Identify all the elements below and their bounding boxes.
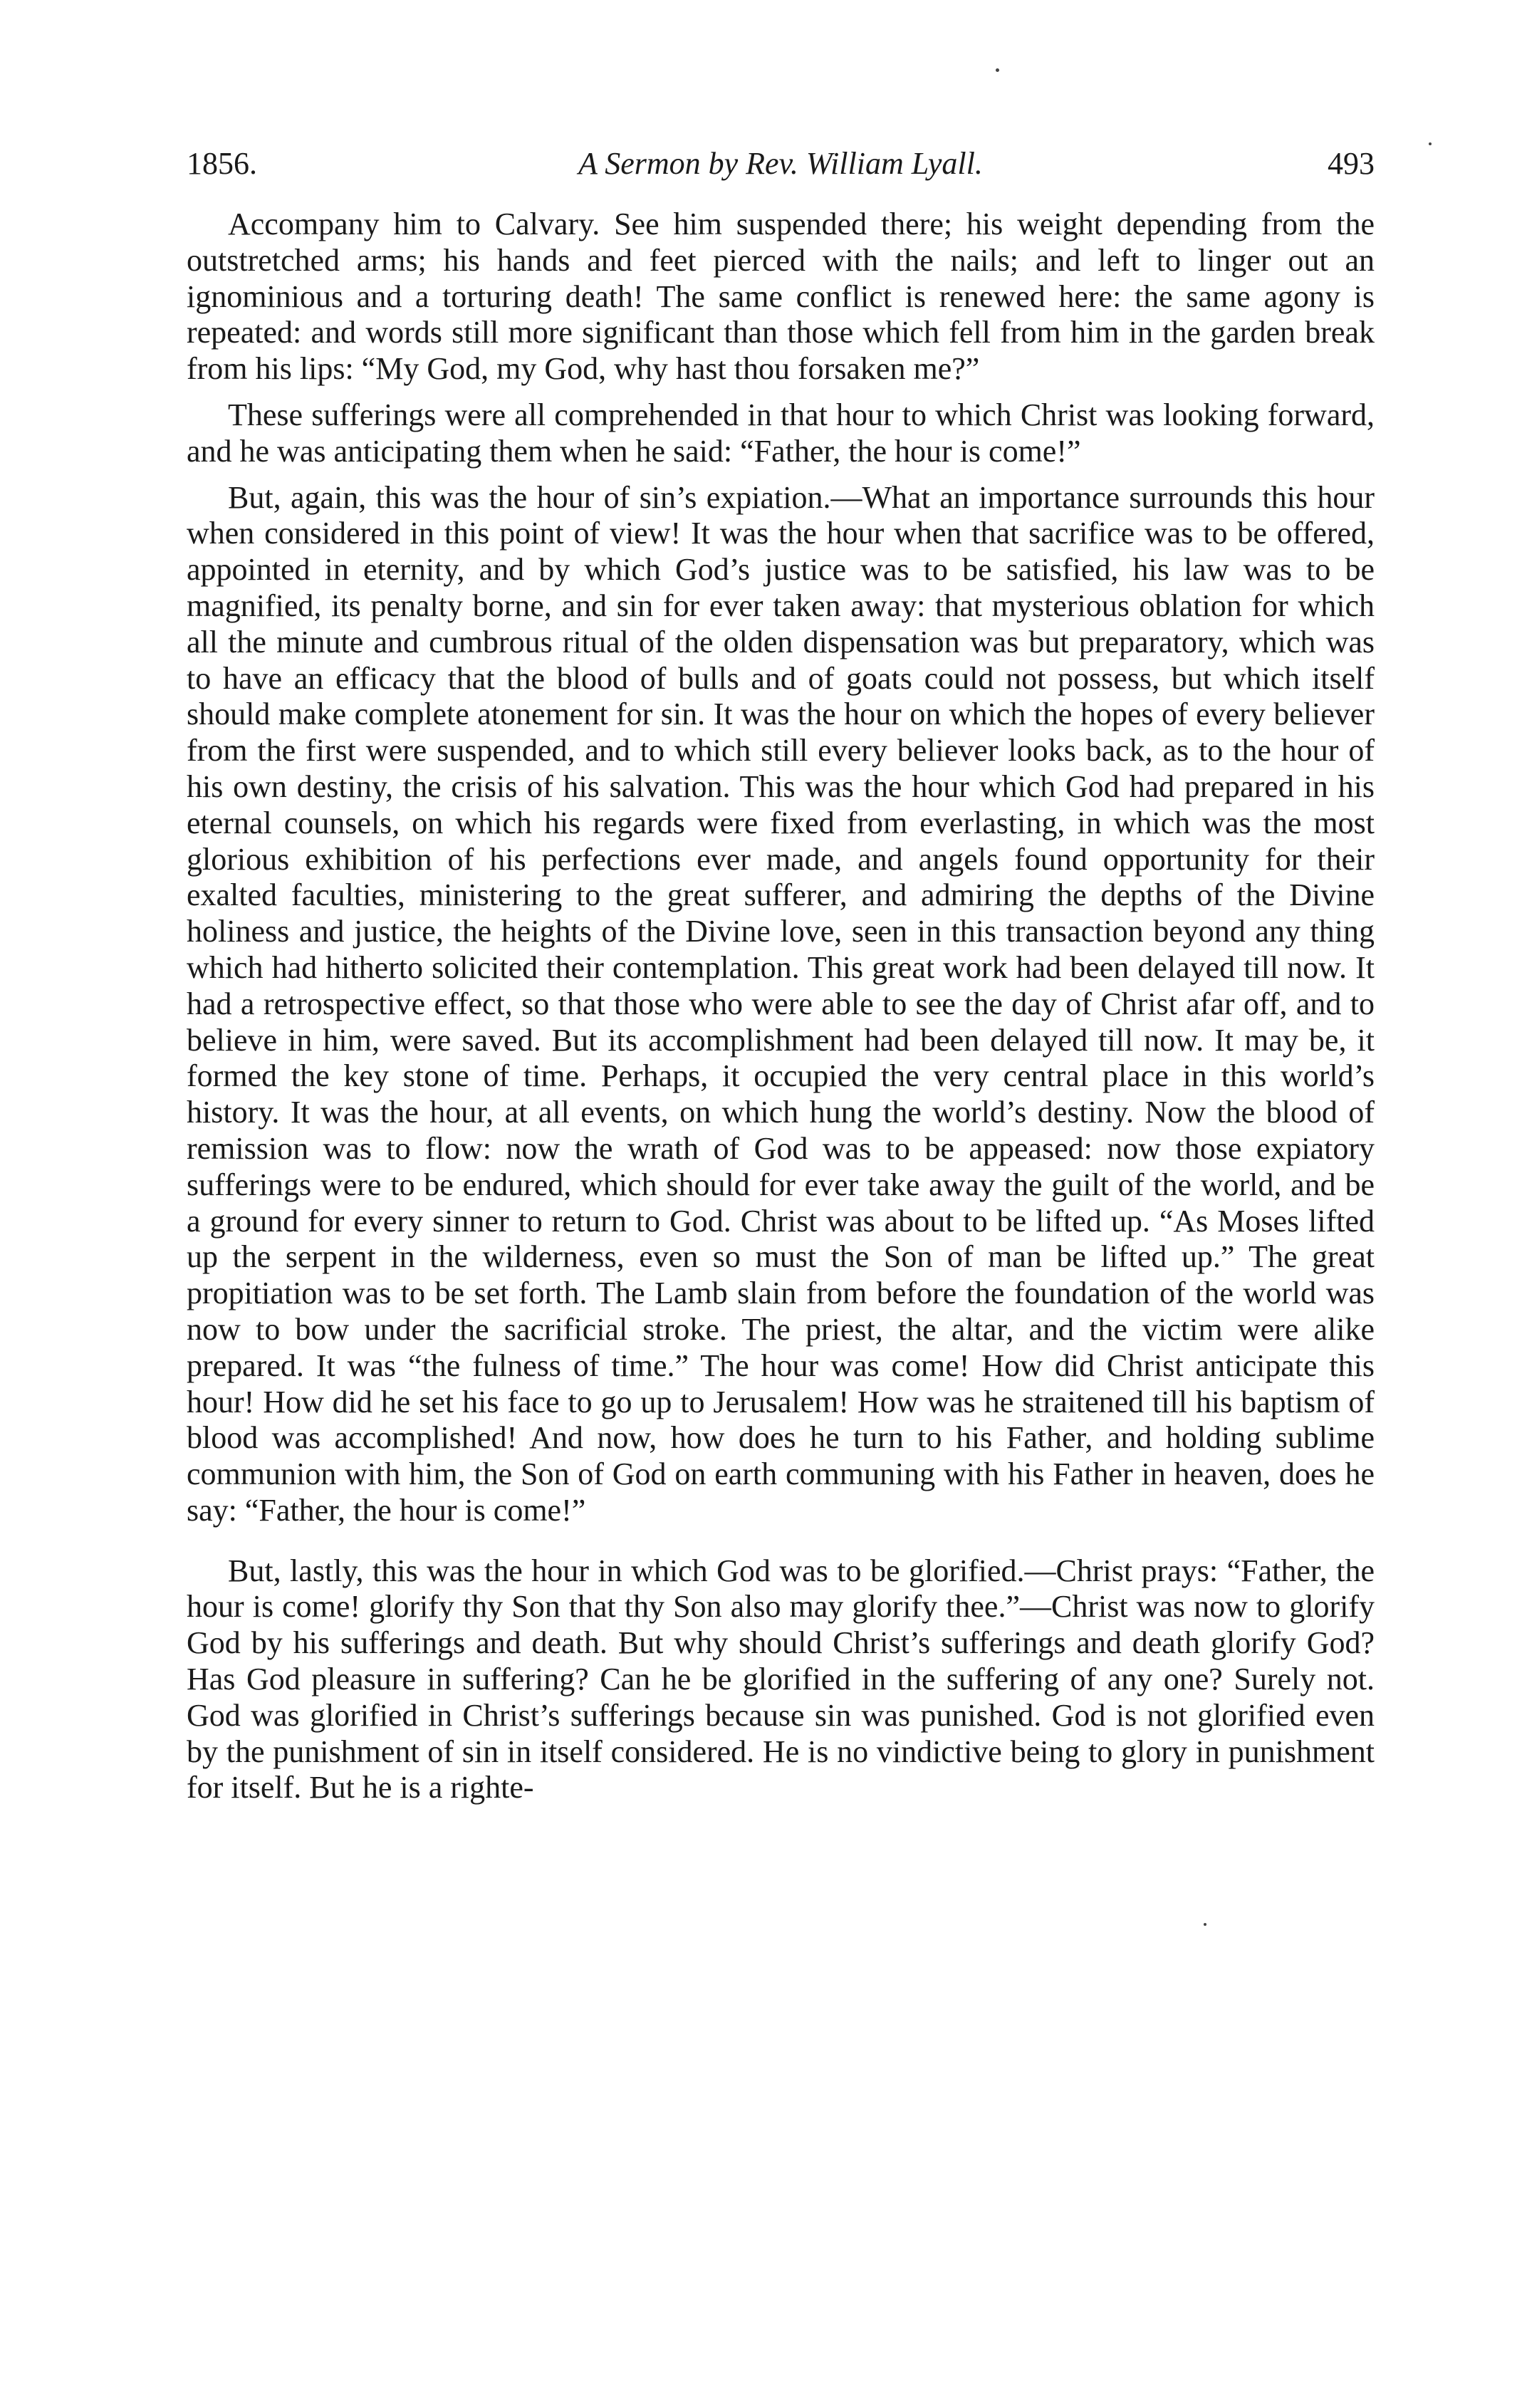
page-number: 493 (1328, 146, 1375, 181)
paragraph-sufferings: These sufferings were all comprehended in that hour to which Christ was looking forward, and he was anticipating them when he said: “Father, the hour is come!” (187, 397, 1375, 469)
paragraph-calvary: Accompany him to Calvary. See him suspended there; his weight depending from the outstretched arms; his hands and feet pierced with the nails; and left to linger out an ignominious and a torturing death! The same conflict is renewed here: the same agony is repeated: and words still more significant than those which fell from him in the garden break from his lips: “My God, my God, why hast thou forsaken me?” (187, 207, 1375, 387)
ink-speck (996, 68, 999, 72)
paragraph-expiation: But, again, this was the hour of sin’s expiation.—What an importance surrounds this hour when considered in this point of view! It was the hour when that sacrifice was to be offered, appointed in eternity, and by which God’s justice was to be satisfied, his law was to be magnified, its penalty borne, and sin for ever taken away: that mysterious oblation for which all the minute and cumbrous ritual of the olden dispensation was but preparatory, which was to have an efficacy that the blood of bulls and of goats could not possess, but which itself should make complete atonement for sin. It was the hour on which the hopes of every believer from the first were suspended, and to which still every believer looks back, as to the hour of his own destiny, the crisis of his salvation. This was the hour which God had prepared in his eternal counsels, on which his regards were fixed from everlasting, in which was the most glorious exhibition of his perfections ever made, and angels found opportunity for their exalted faculties, ministering to the great sufferer, and admiring the depths of the Divine holiness and justice, the heights of the Divine love, seen in this transaction beyond any thing which had hitherto solicited their contemplation. This great work had been delayed till now. It had a retrospective effect, so that those who were able to see the day of Christ afar off, and to believe in him, were saved. But its accomplishment had been delayed till now. It may be, it formed the key stone of time. Perhaps, it occupied the very central place in this world’s history. It was the hour, at all events, on which hung the world’s destiny. Now the blood of remission was to flow: now the wrath of God was to be appeased: now those expiatory sufferings were to be endured, which should for ever take away the guilt of the world, and be a ground for every sinner to return to God. Christ was about to be lifted up. “As Moses lifted up the serpent in the wilderness, even so must the Son of man be lifted up.” The great propitiation was to be set forth. The Lamb slain from before the foundation of the world was now to bow under the sacrificial stroke. The priest, the altar, and the victim were alike prepared. It was “the fulness of time.” The hour was come! How did Christ anticipate this hour! How did he set his face to go up to Jerusalem! How was he straitened till his baptism of blood was accomplished! And now, how does he turn to his Father, and holding sublime communion with him, the Son of God on earth communing with his Father in heaven, does he say: “Father, the hour is come!” (187, 479, 1375, 1528)
sermon-body (187, 207, 1375, 1806)
paragraph-god-glorified: But, lastly, this was the hour in which God was to be glorified.—Christ prays: “Father, the hour is come! glorify thy Son that thy Son also may glorify thee.”—Christ was now to glorify God by his sufferings and death. But why should Christ’s sufferings and death glorify God? Has God pleasure in suffering? Can he be glorified in the suffering of any one? Surely not. God was glorified in Christ’s sufferings because sin was punished. God is not glorified even by the punishment of sin in itself considered. He is no vindictive being to glory in punishment for itself. But he is a righte- (187, 1553, 1375, 1805)
running-header (187, 135, 1375, 192)
ink-speck (1429, 142, 1432, 145)
header-year: 1856. (187, 146, 257, 181)
header-title: A Sermon by Rev. William Lyall. (578, 146, 983, 181)
ink-speck (1204, 1923, 1206, 1926)
